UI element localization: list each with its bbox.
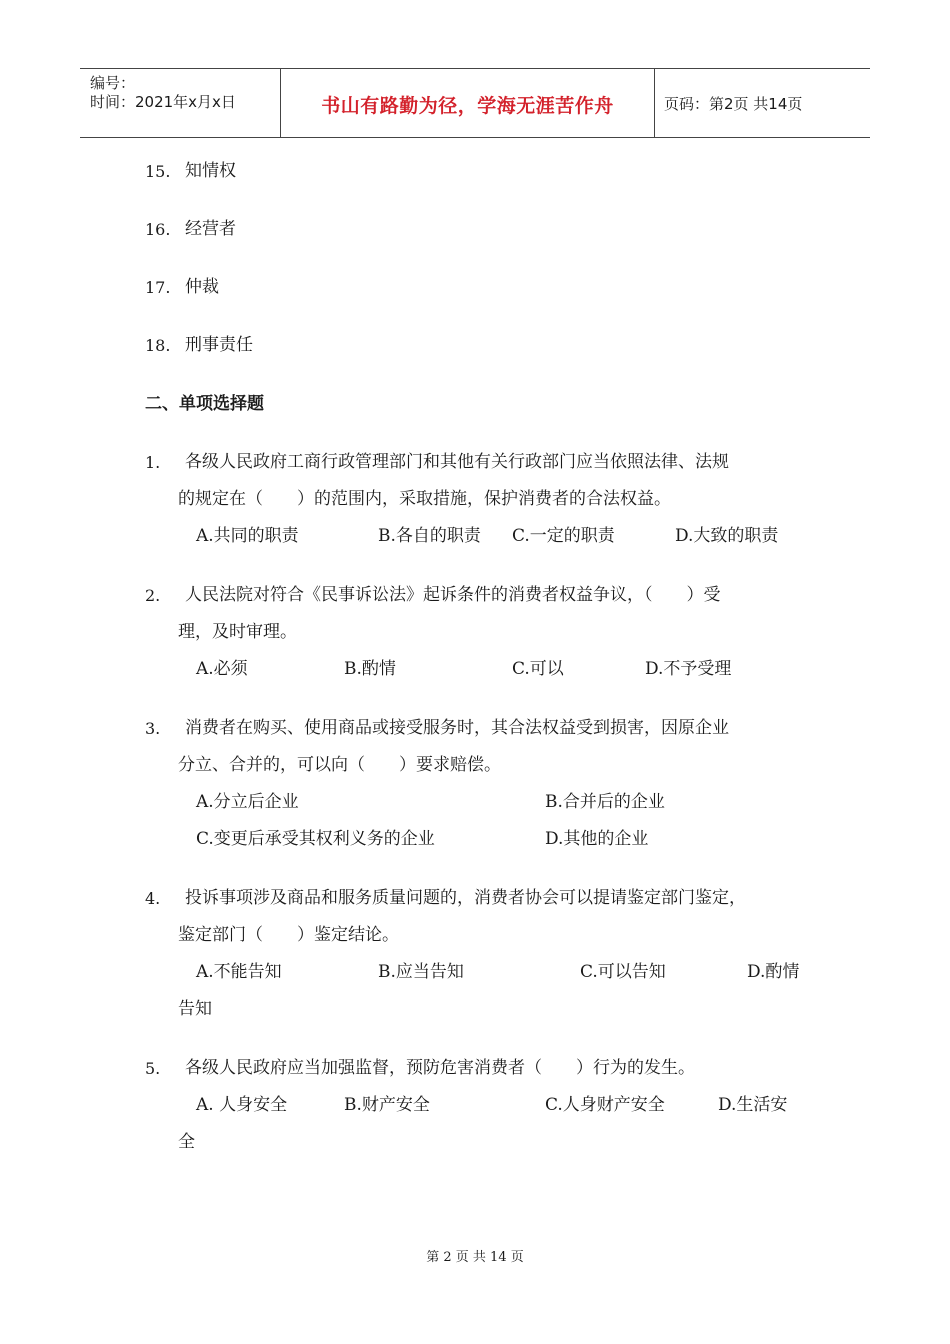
header-motto: 书山有路勤为径，学海无涯苦作舟 bbox=[321, 95, 614, 117]
option-a: A. 人身安全 bbox=[196, 1095, 288, 1115]
question-number: 5. bbox=[145, 1059, 161, 1078]
page-footer: 第 2 页 共 14 页 bbox=[426, 1250, 524, 1265]
option-a: A.共同的职责 bbox=[196, 526, 299, 546]
option-d: D.大致的职责 bbox=[675, 526, 779, 546]
term-text: 知情权 bbox=[185, 161, 236, 181]
document-number-label: 编号： bbox=[90, 74, 136, 92]
question-line: 分立、合并的，可以向（ ）要求赔偿。 bbox=[178, 755, 501, 775]
option-c: C.可以告知 bbox=[580, 962, 666, 982]
question-line: 的规定在（ ）的范围内，采取措施，保护消费者的合法权益。 bbox=[178, 489, 671, 509]
term-text: 经营者 bbox=[185, 219, 236, 239]
question-line: 人民法院对符合《民事诉讼法》起诉条件的消费者权益争议，（ ）受 bbox=[185, 585, 721, 605]
option-d: D.酌情 bbox=[747, 962, 800, 982]
question-line: 理，及时审理。 bbox=[178, 622, 297, 642]
option-b: B.酌情 bbox=[344, 659, 396, 679]
option-b: B.应当告知 bbox=[378, 962, 464, 982]
option-d: D.生活安 bbox=[718, 1095, 788, 1115]
option-d: D.其他的企业 bbox=[545, 829, 649, 849]
option-d: D.不予受理 bbox=[645, 659, 732, 679]
option-c: C.变更后承受其权利义务的企业 bbox=[196, 829, 435, 849]
question-line: 投诉事项涉及商品和服务质量问题的，消费者协会可以提请鉴定部门鉴定， bbox=[185, 888, 746, 908]
page-header bbox=[80, 68, 870, 138]
question-line: 各级人民政府应当加强监督，预防危害消费者（ ）行为的发生。 bbox=[185, 1058, 695, 1078]
term-number: 18. bbox=[145, 336, 171, 355]
option-d-wrap: 全 bbox=[178, 1132, 195, 1152]
term-number: 16. bbox=[145, 220, 171, 239]
question-number: 3. bbox=[145, 719, 161, 738]
header-motto-cell bbox=[280, 69, 655, 137]
option-a: A.分立后企业 bbox=[196, 792, 299, 812]
option-c: C.一定的职责 bbox=[512, 526, 615, 546]
term-number: 15. bbox=[145, 162, 171, 181]
question-line: 消费者在购买、使用商品或接受服务时，其合法权益受到损害，因原企业 bbox=[185, 718, 729, 738]
option-b: B.合并后的企业 bbox=[545, 792, 665, 812]
question-number: 1. bbox=[145, 453, 161, 472]
option-b: B.各自的职责 bbox=[378, 526, 481, 546]
option-a: A.必须 bbox=[196, 659, 248, 679]
header-page-cell bbox=[654, 69, 870, 137]
section-title: 二、单项选择题 bbox=[145, 394, 264, 414]
question-number: 2. bbox=[145, 586, 161, 605]
term-text: 刑事责任 bbox=[185, 335, 253, 355]
option-c: C.人身财产安全 bbox=[545, 1095, 665, 1115]
question-line: 各级人民政府工商行政管理部门和其他有关行政部门应当依照法律、法规 bbox=[185, 452, 729, 472]
document-date: 时间：2021年x月x日 bbox=[90, 93, 236, 111]
header-meta-cell bbox=[80, 69, 280, 137]
option-d-wrap: 告知 bbox=[178, 999, 212, 1019]
header-page-number: 页码：第2页 共14页 bbox=[664, 95, 803, 113]
term-text: 仲裁 bbox=[185, 277, 219, 297]
question-number: 4. bbox=[145, 889, 161, 908]
option-a: A.不能告知 bbox=[196, 962, 282, 982]
option-c: C.可以 bbox=[512, 659, 564, 679]
question-line: 鉴定部门（ ）鉴定结论。 bbox=[178, 925, 399, 945]
option-b: B.财产安全 bbox=[344, 1095, 430, 1115]
term-number: 17. bbox=[145, 278, 171, 297]
